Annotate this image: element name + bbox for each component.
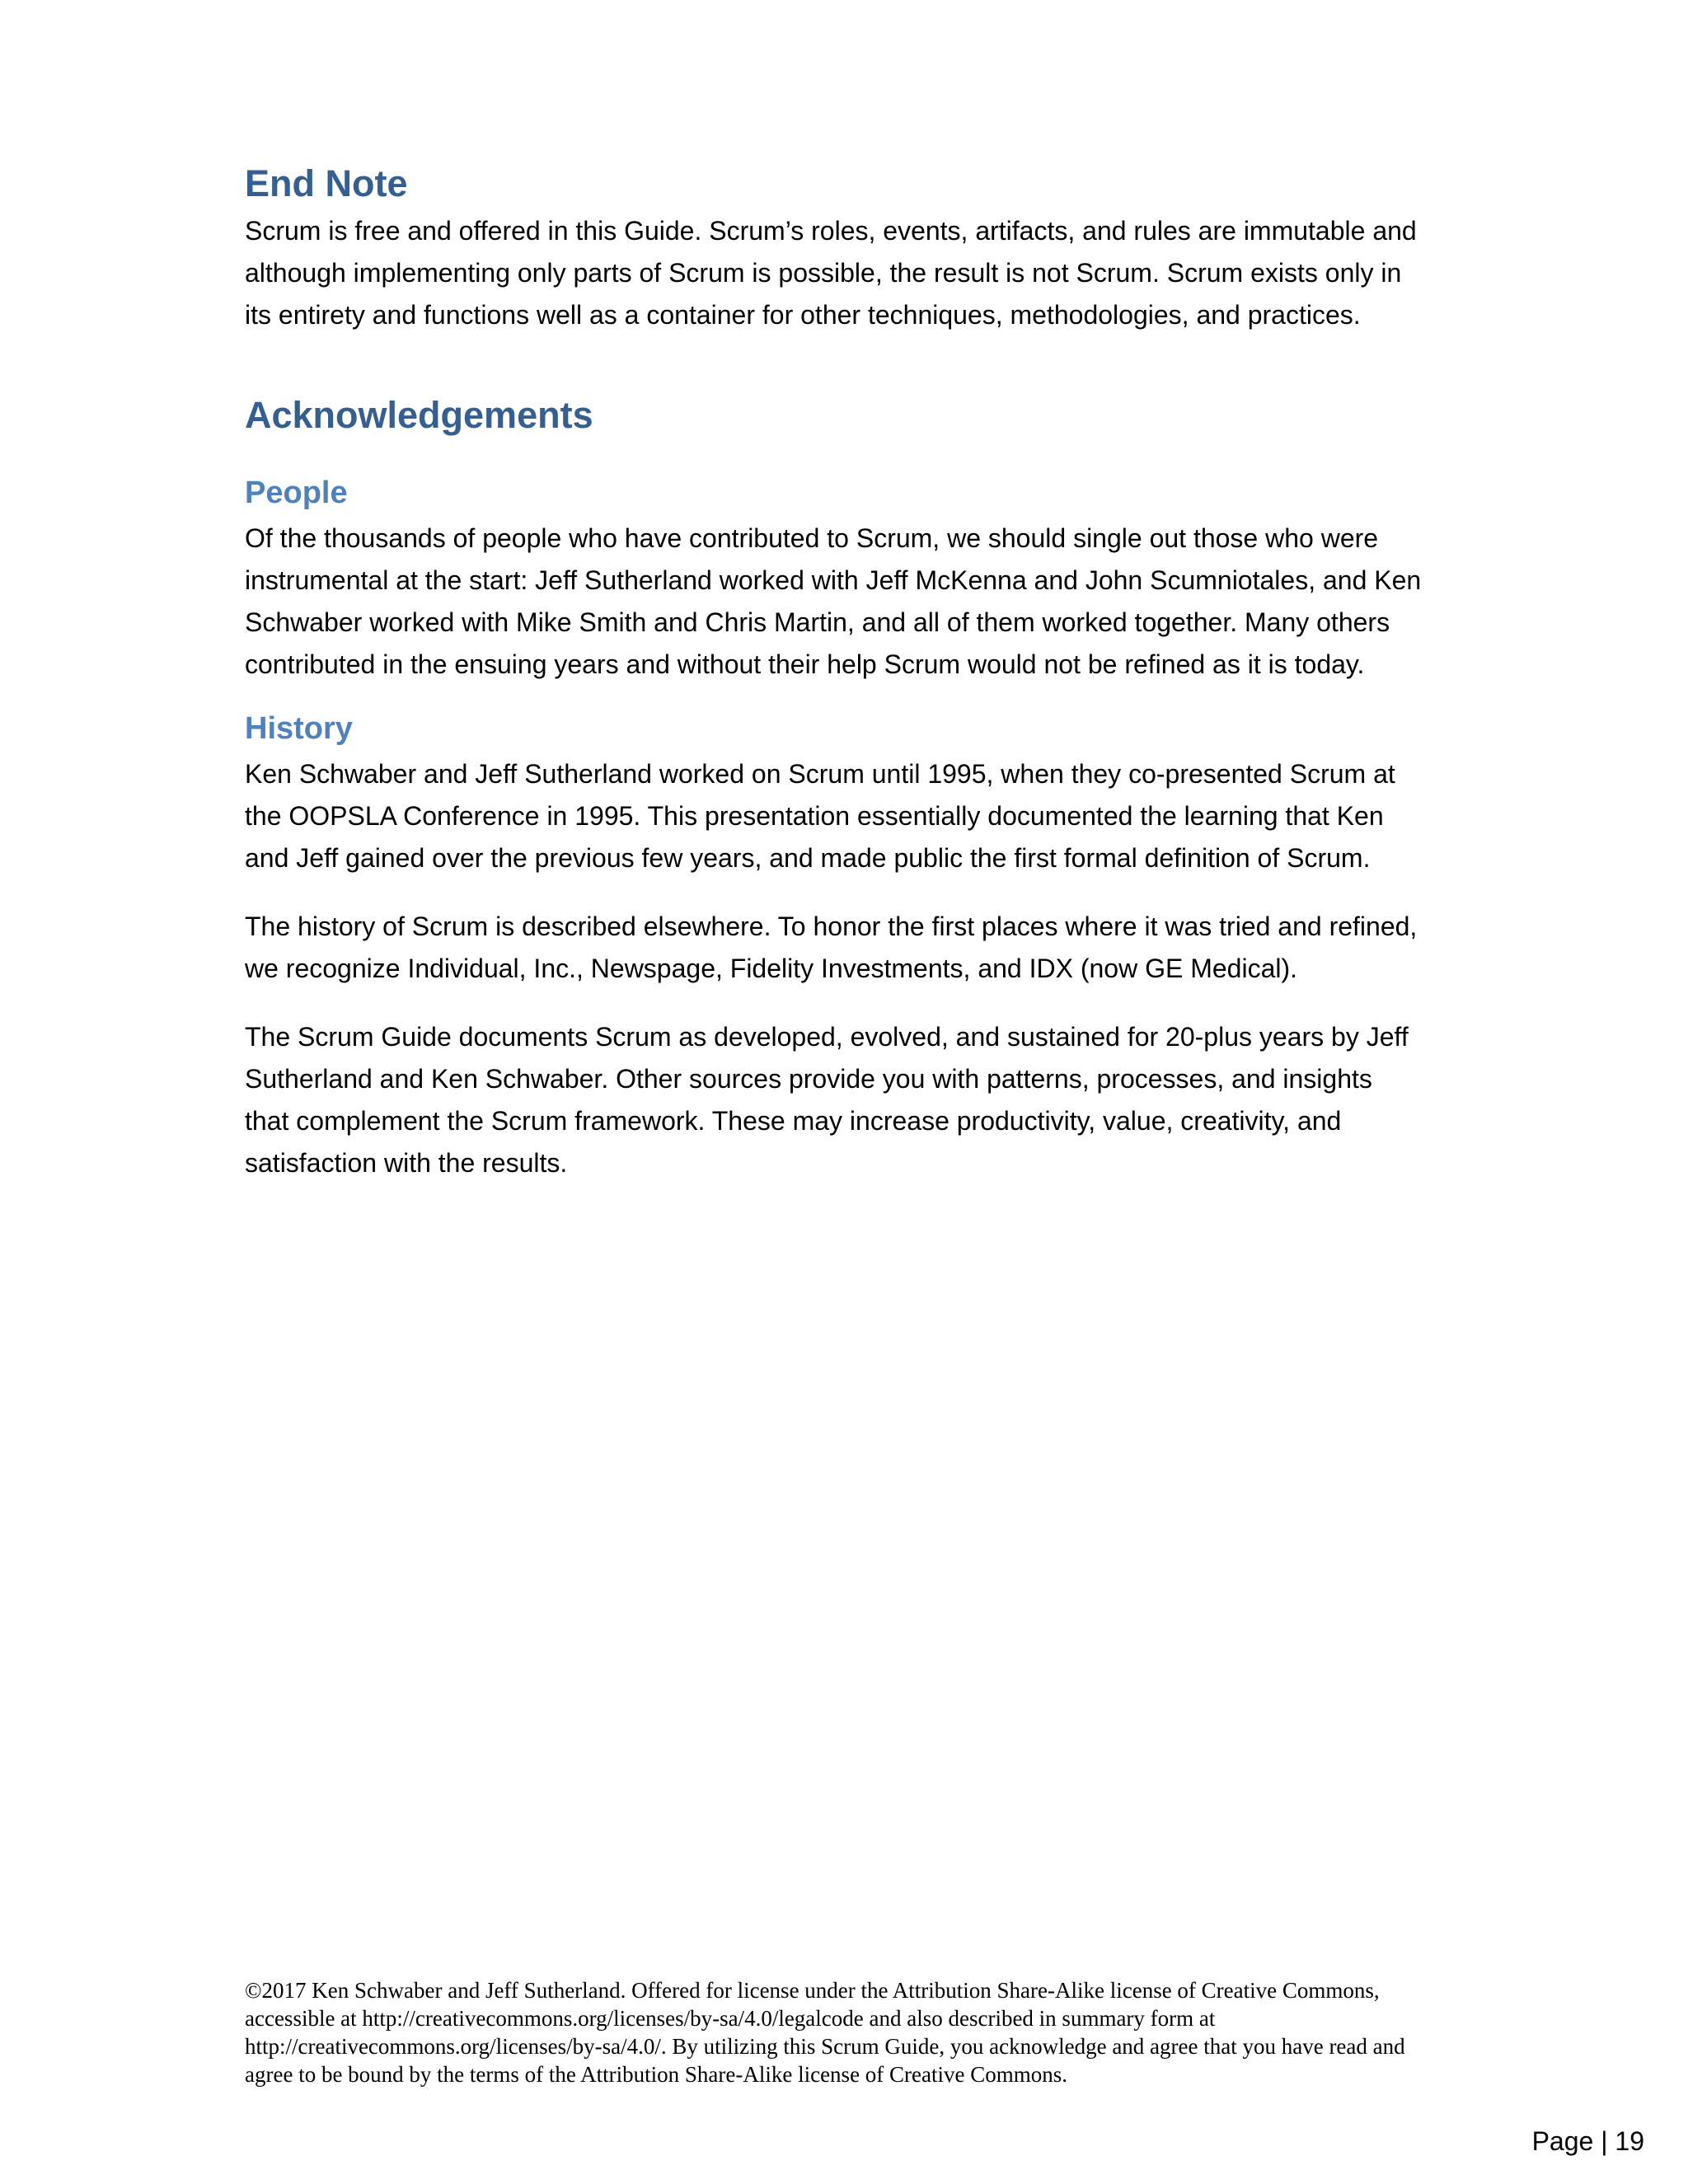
end-note-heading: End Note [245, 162, 408, 204]
people-subheading: People [245, 476, 348, 510]
history-paragraph-3: The Scrum Guide documents Scrum as developed, evolved, and sustained for 20-plus years by Jeff Sutherland and Ken Schwaber. Other sources provide you with patterns, processes, and insights that complement the Scrum framework. These may increase productivity, value, creativity, and satisfaction with the results. [245, 1022, 1409, 1178]
page-content [245, 161, 1423, 1184]
page-number: Page | 19 [1531, 2126, 1644, 2156]
people-paragraph: Of the thousands of people who have contributed to Scrum, we should single out those who were instrumental at the start: Jeff Sutherland worked with Jeff McKenna and John Scumniotales, and Ken Schwaber worked with Mike Smith and Chris Martin, and all of them worked together. Many others contributed in the ensuing years and without their help Scrum would not be refined as it is today. [245, 523, 1422, 679]
end-note-paragraph: Scrum is free and offered in this Guide. Scrum’s roles, events, artifacts, and rules are immutable and although implementing only parts of Scrum is possible, the result is not Scrum. Scrum exists only in its entirety and functions well as a container for other techniques, methodologies, and practices. [245, 216, 1417, 330]
history-paragraph-1: Ken Schwaber and Jeff Sutherland worked on Scrum until 1995, when they co-presented Scrum at the OOPSLA Conference in 1995. This presentation essentially documented the learning that Ken and Jeff gained over the previous few years, and made public the first formal definition of Scrum. [245, 759, 1395, 873]
history-subheading: History [245, 711, 353, 746]
history-paragraph-2: The history of Scrum is described elsewhere. To honor the first places where it was tried and refined, we recognize Individual, Inc., Newspage, Fidelity Investments, and IDX (now GE Medical). [245, 912, 1418, 983]
acknowledgements-heading: Acknowledgements [245, 394, 593, 436]
license-footer: ©2017 Ken Schwaber and Jeff Sutherland. Offered for license under the Attribution Share-Alike license of Creative Commons, accessible at http://creativecommons.org/licenses/by-sa/4.0/legalcode and also described in summary form at http://creativecommons.org/licenses/by-sa/4.0/. By utilizing this Scrum Guide, you acknowledge and agree that you have read and agree to be bound by the terms of the Attribution Share-Alike license of Creative Commons. [245, 1978, 1405, 2087]
